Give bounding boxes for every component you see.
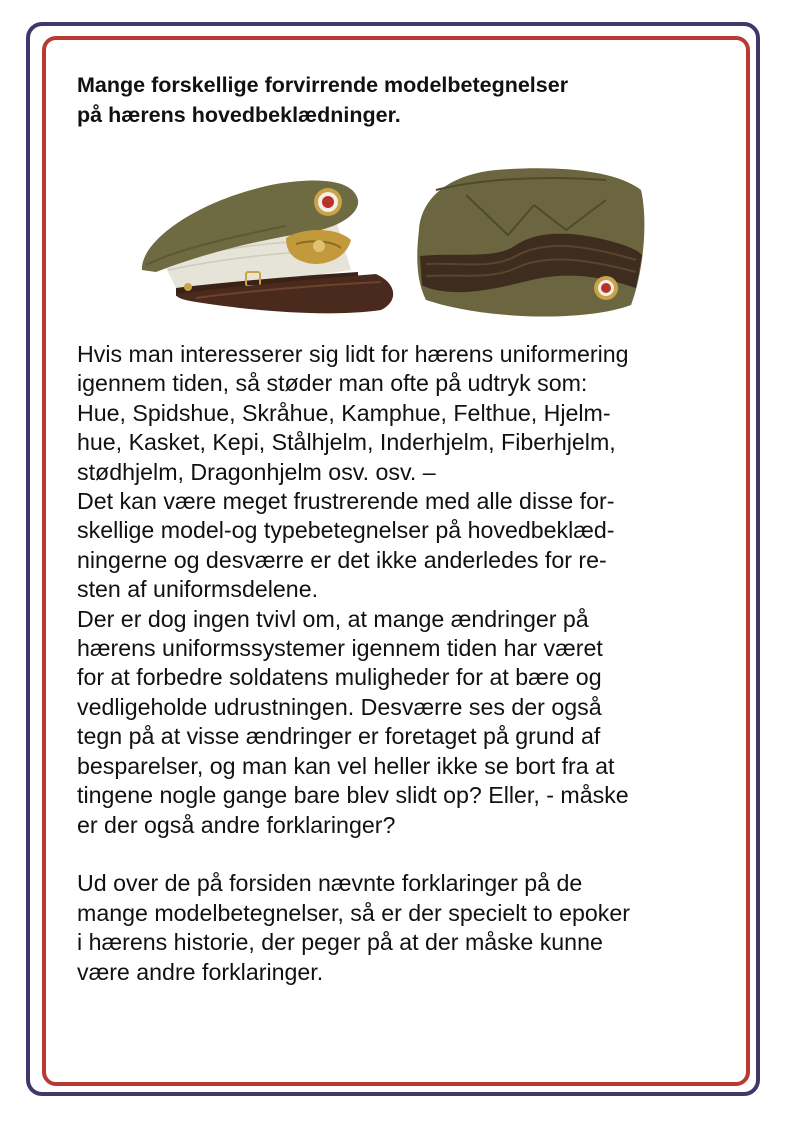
paragraph1-line: Hue, Spidshue, Skråhue, Kamphue, Felthue, Hjelm-: [77, 399, 611, 426]
paragraph1-line: ningerne og desværre er det ikke anderledes for re-: [77, 546, 607, 573]
paragraph1-line: er der også andre forklaringer?: [77, 811, 396, 838]
paragraph1-line: skellige model-og typebetegnelser på hovedbeklæd-: [77, 517, 615, 544]
paragraph1-line: for at forbedre soldatens muligheder for at bære og: [77, 664, 602, 691]
caps-illustration: [136, 160, 656, 330]
title-line: Mange forskellige forvirrende modelbetegnelser: [77, 73, 569, 97]
paragraph1-line: hærens uniformssystemer igennem tiden har været: [77, 635, 603, 662]
paragraph1-line: vedligeholde udrustningen. Desværre ses der også: [77, 693, 602, 720]
paragraph1-line: Det kan være meget frustrerende med alle disse for-: [77, 488, 615, 515]
paragraph2-line: Ud over de på forsiden nævnte forklaringer på de: [77, 870, 583, 897]
article-body: [77, 340, 737, 987]
paragraph1-line: Hvis man interesserer sig lidt for hærens uniformering: [77, 341, 629, 367]
paragraph2-line: i hærens historie, der peger på at der måske kunne: [77, 929, 603, 956]
field-side-cap: [417, 168, 644, 316]
paragraph2-line: være andre forklaringer.: [77, 958, 324, 985]
paragraph2-line: mange modelbetegnelser, så er der specielt to epoker: [77, 899, 630, 926]
peaked-officer-cap: [142, 181, 393, 314]
paragraph1-line: besparelser, og man kan vel heller ikke se bort fra at: [77, 752, 615, 779]
title-line: på hærens hovedbeklædninger.: [77, 103, 401, 127]
page-title: [77, 70, 717, 130]
paragraph1-line: Der er dog ingen tvivl om, at mange ændringer på: [77, 605, 589, 632]
paragraph1-line: stødhjelm, Dragonhjelm osv. osv. –: [77, 458, 436, 485]
paragraph1-line: hue, Kasket, Kepi, Stålhjelm, Inderhjelm, Fiberhjelm,: [77, 429, 616, 456]
paragraph1-line: igennem tiden, så støder man ofte på udtryk som:: [77, 370, 588, 397]
paragraph1-line: tingene nogle gange bare blev slidt op? Eller, - måske: [77, 782, 629, 809]
paragraph1-line: tegn på at visse ændringer er foretaget på grund af: [77, 723, 601, 750]
paragraph1-line: sten af uniformsdelene.: [77, 576, 319, 603]
paragraph-spacer: [77, 840, 737, 869]
